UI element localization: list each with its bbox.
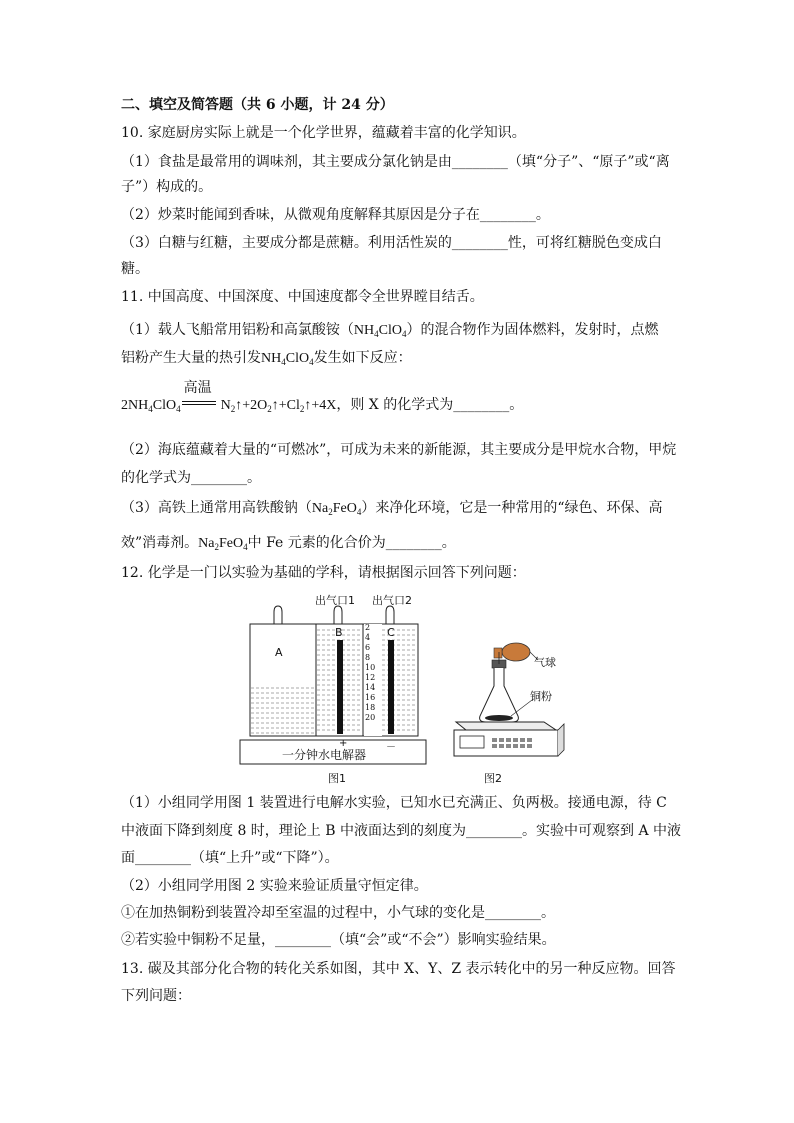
scale-tick: 2 (365, 623, 371, 632)
equation-left: $2NH_4ClO_4$ (121, 398, 181, 414)
scale-tick: 14 (365, 683, 376, 692)
q12-part1-line2: 中液面下降到刻度 8 时，理论上 B 中液面达到的刻度为________。实验中可观察到 A 中液 (121, 823, 682, 839)
q12-part1-line1: （1）小组同学用图 1 装置进行电解水实验，已知水已充满正、负两极。接通电源，待 C (121, 795, 667, 811)
q11-equation (121, 380, 681, 418)
minus-sign: － (386, 742, 396, 753)
q12-part1-line3: 面________（填“上升”或“下降”）。 (121, 850, 339, 866)
electrode-b (337, 640, 343, 734)
figure1-caption: 图1 (328, 772, 346, 785)
q10-part3-line1: （3）白糖与红糖，主要成分都是蔗糖。利用活性炭的________性，可将红糖脱色变成白 (121, 235, 662, 251)
formula-na2feo4: $Na_2FeO_4$ (311, 501, 362, 517)
q11-part3-line1 (121, 499, 681, 521)
scale-tick: 18 (365, 703, 376, 712)
scale-tick: 4 (365, 633, 371, 642)
scale-tick: 8 (365, 653, 371, 662)
q11-part1b-pre: 铝粉产生大量的热引发 (121, 350, 261, 366)
q10-part3-line2: 糖。 (121, 261, 149, 277)
electrolyzer-label: 一分钟水电解器 (282, 748, 367, 762)
formula-na2feo4-2: $Na_2FeO_4$ (198, 536, 248, 552)
formula-nh4clo4: $NH_4ClO_4$ (353, 323, 407, 339)
copper-label: 铜粉 (530, 690, 552, 703)
q11-part1b-post: 发生如下反应： (313, 350, 412, 366)
q10-part1-line2: 子”）构成的。 (121, 179, 213, 195)
q13-stem-line2: 下列问题： (121, 988, 191, 1004)
q10-stem: 10. 家庭厨房实际上就是一个化学世界，蕴藏着丰富的化学知识。 (121, 125, 526, 141)
q11-part1-pre: （1）载人飞船常用铝粉和高氯酸铵（ (121, 322, 354, 338)
q11-part1-line2 (121, 349, 681, 371)
q11-part3b-pre: 效”消毒剂。 (121, 535, 199, 551)
figure2-balance (446, 638, 596, 770)
q10-part2: （2）炒菜时能闻到香味，从微观角度解释其原因是分子在________。 (121, 207, 550, 223)
scale-tick: 12 (365, 673, 376, 682)
q11-part1-line1 (121, 321, 681, 343)
scale-tick: 16 (365, 693, 376, 702)
q12-stem: 12. 化学是一门以实验为基础的学科，请根据图示回答下列问题： (121, 565, 526, 581)
q11-part1-post: ）的混合物作为固体燃料，发射时，点燃 (406, 322, 659, 338)
q11-part2-line1: （2）海底蕴藏着大量的“可燃冰”，可成为未来的新能源，其主要成分是甲烷水合物，甲烷 (121, 442, 677, 458)
q11-part3-pre: （3）高铁上通常用高铁酸钠（ (121, 500, 312, 516)
equation-arrow (182, 380, 220, 414)
q11-stem: 11. 中国高度、中国深度、中国速度都令全世界瞠目结舌。 (121, 289, 484, 305)
q11-part2-line2: 的化学式为________。 (121, 470, 261, 486)
chamber-c-label: C (387, 626, 395, 639)
scale-tick: 10 (365, 663, 376, 672)
section-title: 二、填空及简答题（共 6 小题，计 24 分） (121, 97, 394, 113)
outlet1-label: 出气口1 (315, 594, 355, 607)
formula-nh4clo4-2: $NH_4ClO_4$ (261, 351, 314, 367)
q11-equation-tail: ，则 X 的化学式为________。 (336, 397, 524, 413)
figure2-caption: 图2 (484, 772, 502, 785)
outlet2-label: 出气口2 (372, 594, 412, 607)
q12-part2-item1: ①在加热铜粉到装置冷却至室温的过程中，小气球的变化是________。 (121, 905, 555, 921)
q12-part2: （2）小组同学用图 2 实验来验证质量守恒定律。 (121, 878, 428, 894)
equation-right: $N_2↑+2O_2↑+Cl_2↑+4X$ (220, 398, 337, 414)
electrode-c (388, 640, 394, 734)
q11-part3-post: ）来净化环境，它是一种常用的“绿色、环保、高 (361, 500, 663, 516)
balloon-icon (502, 643, 530, 661)
scale-tick: 20 (365, 713, 376, 722)
balloon-label: 气球 (534, 656, 556, 669)
chamber-b-label: B (335, 626, 343, 639)
equation-condition: 高温 (183, 380, 212, 396)
q13-stem-line1: 13. 碳及其部分化合物的转化关系如图，其中 X、Y、Z 表示转化中的另一种反应物。回答 (121, 961, 676, 977)
q11-part3-line2 (121, 534, 681, 556)
q11-part3b-post: 中 Fe 元素的化合价为________。 (247, 535, 456, 551)
q10-part1-line1: （1）食盐是最常用的调味剂，其主要成分氯化钠是由________（填“分子”、“原子”或“离 (121, 154, 670, 170)
chamber-a-label: A (275, 646, 283, 659)
scale-tick: 6 (365, 643, 371, 652)
q12-part2-item2: ②若实验中铜粉不足量，________（填“会”或“不会”）影响实验结果。 (121, 932, 556, 948)
plus-sign: + (339, 738, 348, 749)
